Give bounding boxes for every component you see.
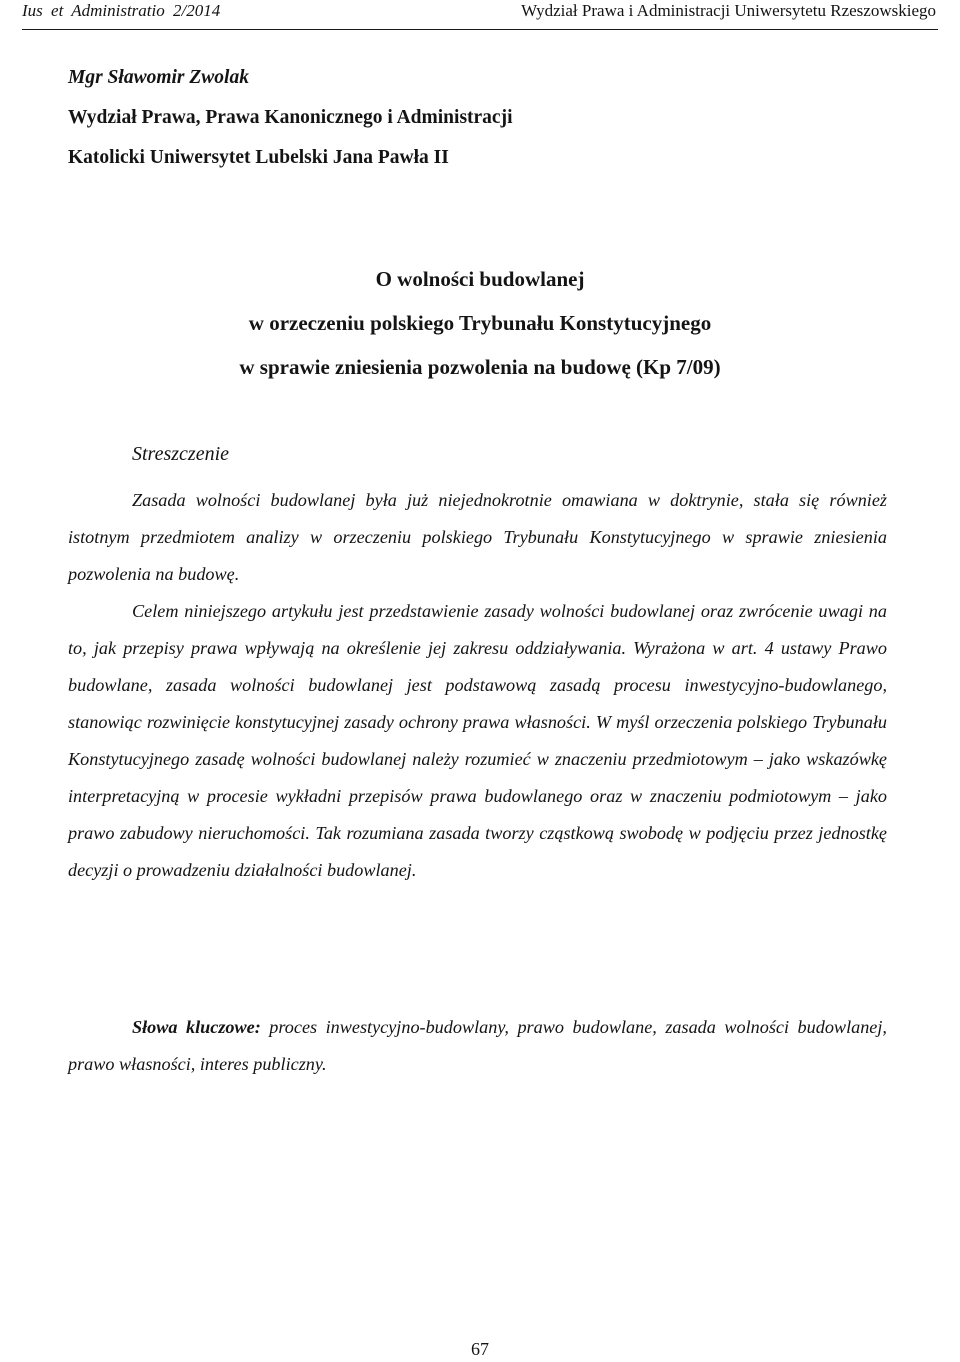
running-header xyxy=(22,0,936,26)
keywords-label: Słowa kluczowe: xyxy=(132,1017,261,1037)
abstract-paragraph-2: Celem niniejszego artykułu jest przedstawienie zasady wolności budowlanej oraz zwrócenie uwagi na to, jak przepisy prawa wpływają na określenie jej zakresu oddziaływania. Wyrażona w art. 4 ustawy Prawo budowlane, zasada wolności budowlanej jest podstawową zasadą procesu inwestycyjno-budowlanego, stanowiąc rozwinięcie konstytucyjnej zasady ochrony prawa własności. W myśl orzeczenia polskiego Trybunału Konstytucyjnego zasadę wolności budowlanej należy rozumieć w znaczeniu przedmiotowym – jako wskazówkę interpretacyjną w procesie wykładni przepisów prawa budowlanego oraz w znaczeniu podmiotowym – jako prawo zabudowy nieruchomości. Tak rozumiana zasada tworzy cząstkową swobodę w podjęciu przez jednostkę decyzji o prowadzeniu działalności budowlanej. xyxy=(68,601,887,880)
author-affiliation-faculty: Wydział Prawa, Prawa Kanonicznego i Administracji xyxy=(68,107,513,128)
article-title xyxy=(0,257,960,389)
author-name: Mgr Sławomir Zwolak xyxy=(68,67,249,88)
title-line-2: w orzeczeniu polskiego Trybunału Konstytucyjnego xyxy=(248,311,712,335)
title-line-3: w sprawie zniesienia pozwolenia na budowę (Kp 7/09) xyxy=(239,355,721,379)
title-line-1: O wolności budowlanej xyxy=(375,267,585,291)
abstract-heading: Streszczenie xyxy=(132,443,230,465)
abstract-paragraph-1: Zasada wolności budowlanej była już niejednokrotnie omawiana w doktrynie, stała się również istotnym przedmiotem analizy w orzeczeniu polskiego Trybunału Konstytucyjnego w sprawie zniesienia pozwolenia na budowę. xyxy=(68,490,887,584)
page-number: 67 xyxy=(471,1339,489,1359)
abstract-section xyxy=(68,436,887,889)
author-affiliation-university: Katolicki Uniwersytet Lubelski Jana Pawła II xyxy=(68,147,449,168)
keywords-section xyxy=(68,1009,887,1083)
header-divider xyxy=(22,29,938,30)
publisher-faculty: Wydział Prawa i Administracji Uniwersytetu Rzeszowskiego xyxy=(521,1,936,20)
journal-issue: Ius et Administratio 2/2014 xyxy=(22,1,221,20)
keywords-list: proces inwestycyjno-budowlany, prawo budowlane, zasada wolności budowlanej, prawo własności, interes publiczny. xyxy=(68,1017,887,1074)
author-block xyxy=(68,58,513,178)
